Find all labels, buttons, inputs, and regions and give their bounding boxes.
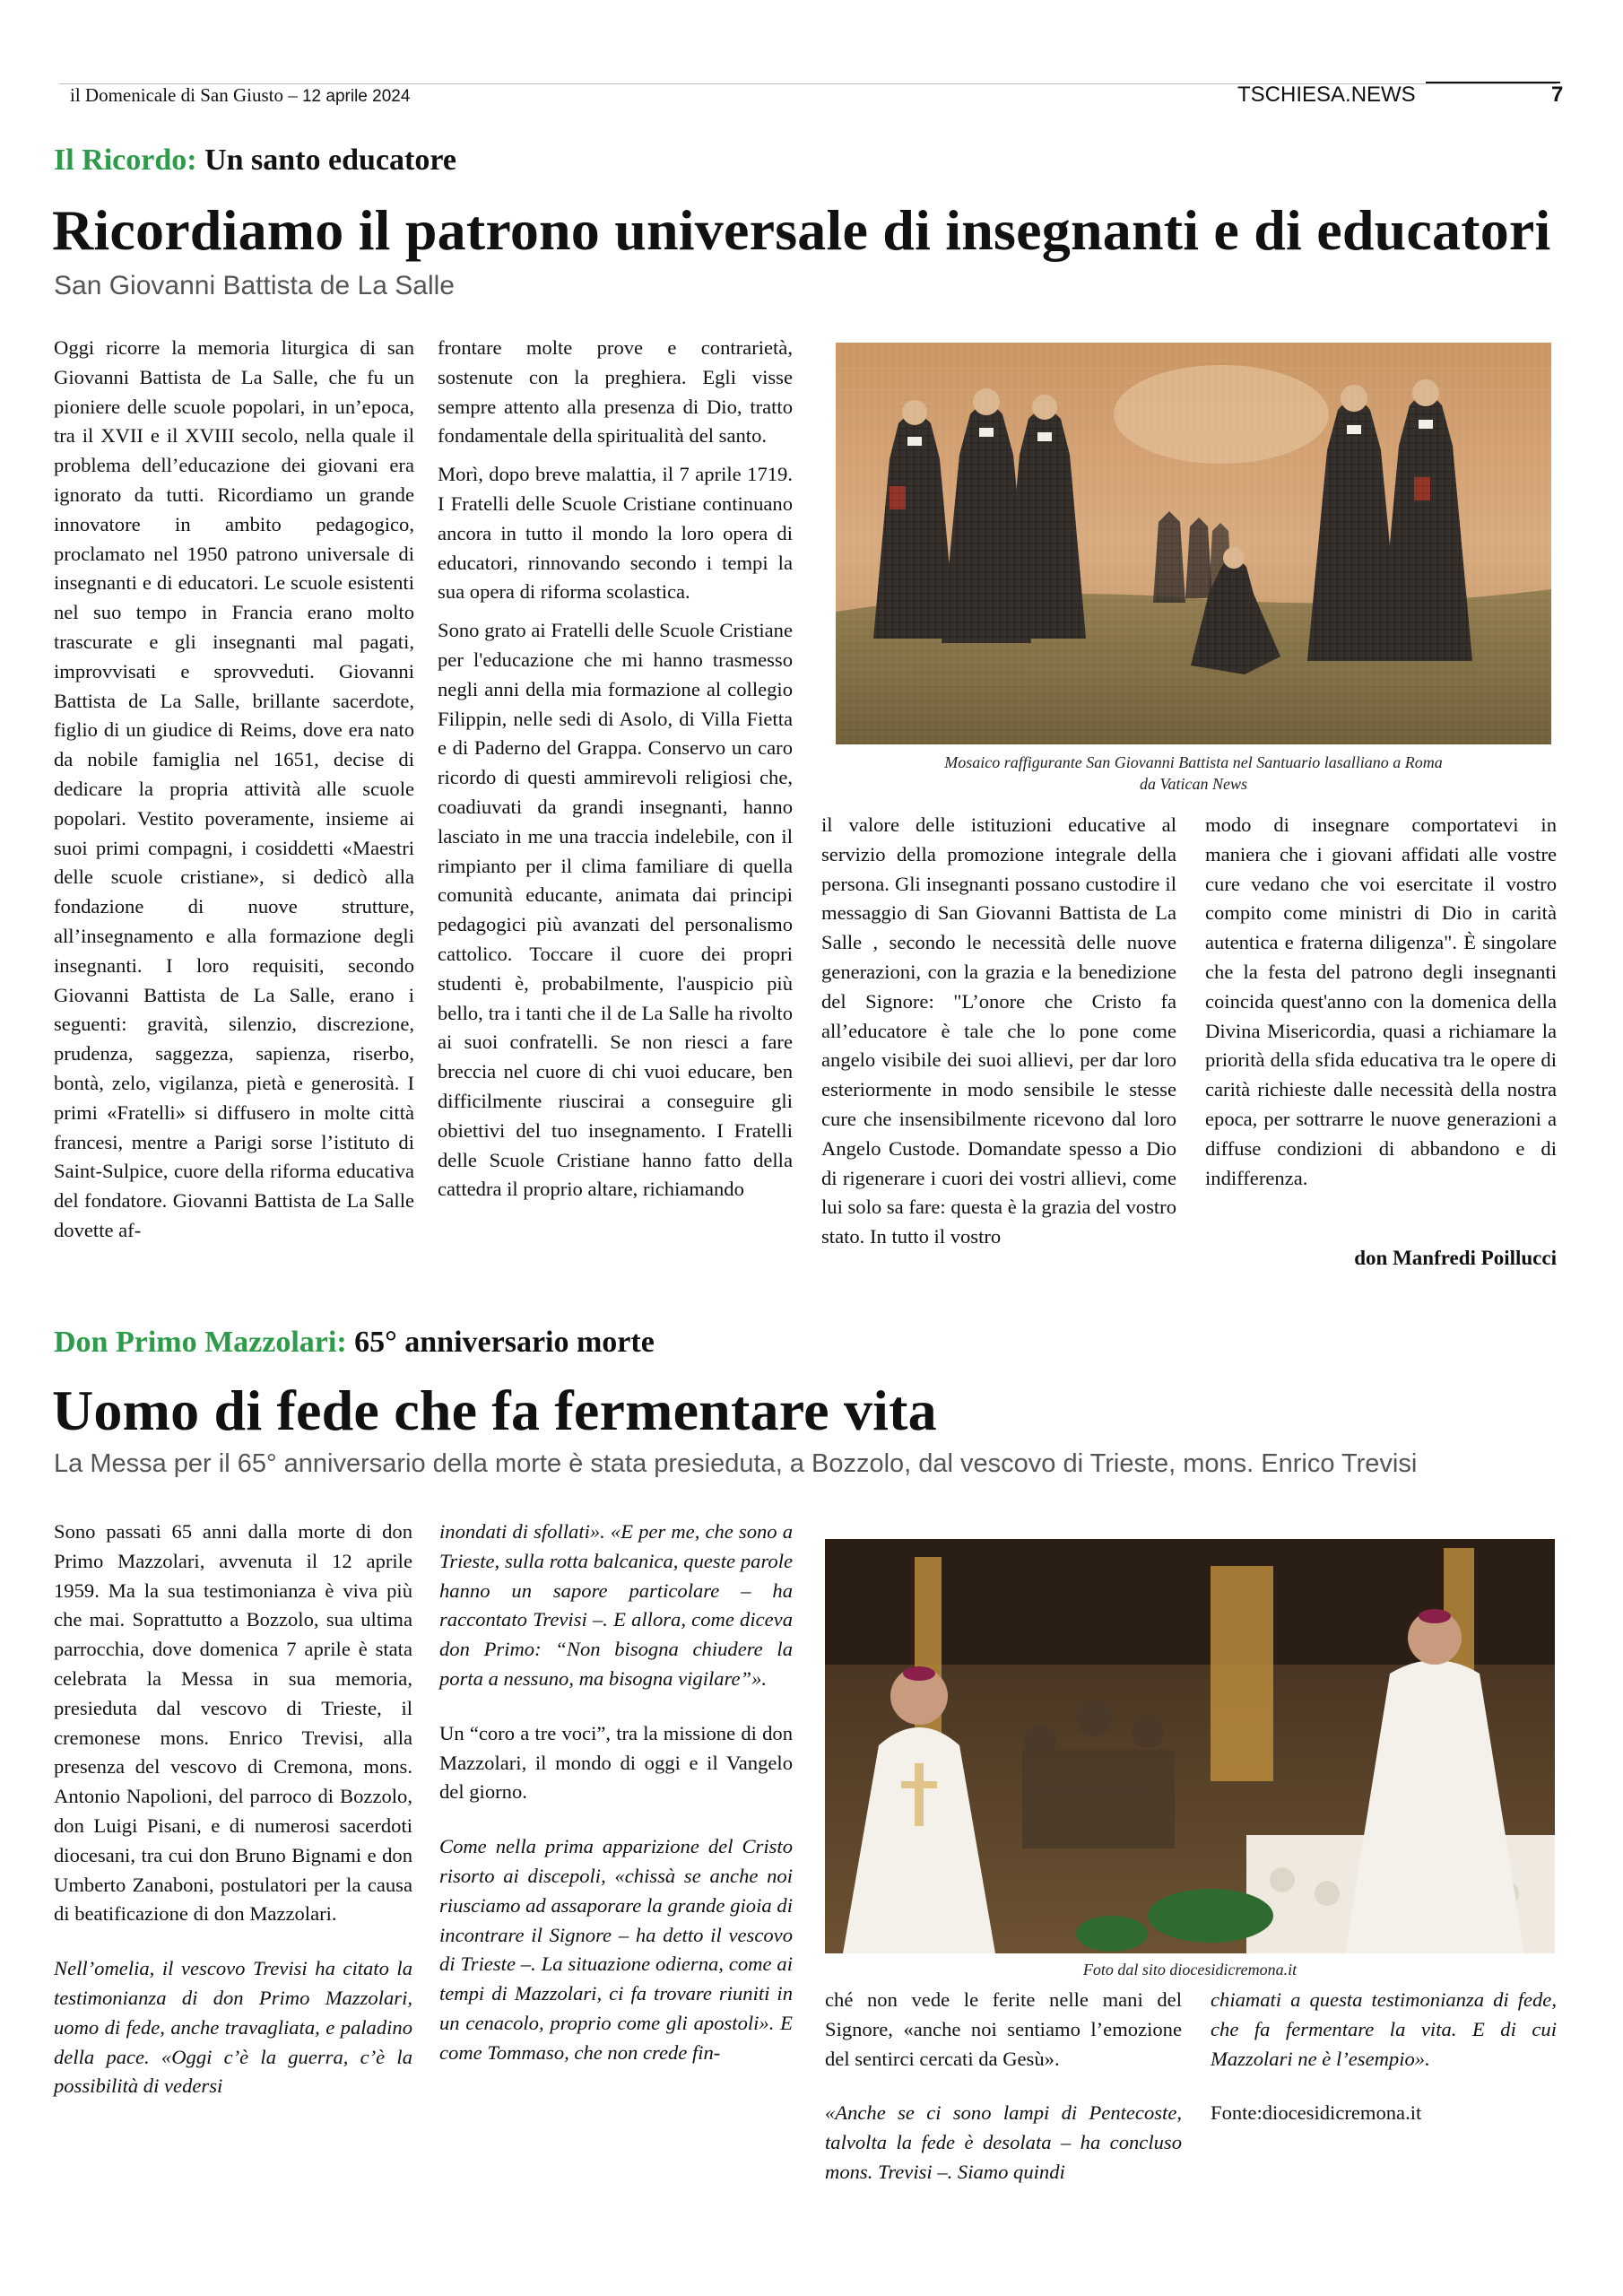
article2-kicker <box>54 1326 655 1360</box>
paragraph: frontare molte prove e contrarietà, sostenute con la preghiera. Egli visse sempre attento alla presenza di Dio, tratto fondamentale della spiritualità del santo. <box>438 336 793 448</box>
article2-column-2 <box>439 1518 793 2068</box>
article1-kicker <box>54 144 456 178</box>
paragraph: Morì, dopo breve malattia, il 7 aprile 1719. I Fratelli delle Scuole Cristiane continuano ancora in tutto il mondo la loro opera di educatori, rinnovando secondo i tempi la sua opera di riforma scolastica. <box>438 463 793 604</box>
article1-column-3 <box>821 811 1176 1252</box>
article1-column-2 <box>438 334 793 1205</box>
article2-column-3 <box>825 1986 1182 2187</box>
header-rule-accent <box>1426 82 1560 83</box>
article2-column-4 <box>1211 1986 1557 2128</box>
photo-caption: Foto dal sito diocesidicremona.it <box>1082 1961 1298 1979</box>
paragraph: «Anche se ci sono lampi di Pentecoste, talvolta la fede è desolata – ha concluso mons. Trevisi –. Siamo quindi <box>825 2101 1182 2183</box>
article1-column-4 <box>1205 811 1557 1193</box>
mosaic-caption-line-2: da Vatican News <box>1140 775 1247 793</box>
paragraph: ché non vede le ferite nelle mani del Signore, «anche noi sentiamo l’emozione del sentirci cercati da Gesù». <box>825 1988 1182 2070</box>
publication-line: il Domenicale di San Giusto – 12 aprile 2024 <box>70 84 411 106</box>
article1-title: Ricordiamo il patrono universale di insegnanti e di educatori <box>52 198 1551 262</box>
mosaic-illustration <box>836 343 1551 744</box>
article2-column-1 <box>54 1518 412 2101</box>
paragraph: Come nella prima apparizione del Cristo risorto ai discepoli, «chissà se anche noi riusciamo ad assaporare la grande gioia di incontrare il Signore – ha detto il vescovo di Trieste –. La situazione odierna, come ai tempi di Mazzolari, ci fa trovare riuniti in un cenacolo, proprio come gli apostoli». E come Tommaso, che non crede fin- <box>439 1835 793 2064</box>
paragraph: modo di insegnare comportatevi in maniera che i giovani affidati alle vostre cure vedano che voi esercitate il vostro compito come ministri di Dio in carità autentica e fraterna diligenza". È singolare che la festa del patrono degli insegnanti coincida quest'anno con la domenica della Divina Misericordia, quasi a richiamare la priorità della sfida educativa tra le opere di carità richieste dalle necessità della nostra epoca, per sottrarre le nuove generazioni a diffuse condizioni di abbandono e di indifferenza. <box>1205 813 1557 1189</box>
mosaic-image <box>836 343 1551 744</box>
source-credit: Fonte:diocesidicremona.it <box>1211 2101 1422 2125</box>
mass-photo-illustration <box>825 1539 1555 1953</box>
mosaic-caption-line-1: Mosaico raffigurante San Giovanni Battista nel Santuario lasalliano a Roma <box>944 753 1443 771</box>
article1-kicker-label: Il Ricordo: <box>54 144 197 177</box>
paragraph: inondati di sfollati». «E per me, che sono a Trieste, sulla rotta balcanica, queste parole hanno un sapore particolare – ha raccontato Trevisi –. E allora, come diceva don Primo: “Non bisogna chiudere la porta a nessuno, ma bisogna vigilare”». <box>439 1520 793 1690</box>
paragraph: chiamati a questa testimonianza di fede, che fa fermentare la vita. E di cui Mazzolari ne è l’esempio». <box>1211 1988 1557 2070</box>
paragraph: Nell’omelia, il vescovo Trevisi ha citato la testimonianza di don Primo Mazzolari, uomo di fede, anche travagliata, e paladino della pace. «Oggi c’è la guerra, c’è la possibilità di vedersi <box>54 1957 412 2098</box>
article1-kicker-text: Un santo educatore <box>204 144 456 177</box>
article2-title: Uomo di fede che fa fermentare vita <box>52 1378 937 1442</box>
page-number: 7 <box>1551 83 1564 107</box>
mosaic-caption <box>836 752 1551 795</box>
paragraph: Un “coro a tre voci”, tra la missione di don Mazzolari, il mondo di oggi e il Vangelo del giorno. <box>439 1721 793 1804</box>
article1-column-1 <box>54 334 414 1246</box>
paragraph: Sono passati 65 anni dalla morte di don Primo Mazzolari, avvenuta il 12 aprile 1959. Ma la sua testimonianza è viva più che mai. Soprattutto a Bozzolo, sua ultima parrocchia, dove domenica 7 aprile è stata celebrata la Messa in sua memoria, presieduta dal vescovo di Trieste, il cremonese mons. Enrico Trevisi, alla presenza del vescovo di Cremona, mons. Antonio Napolioni, del parroco di Bozzolo, don Luigi Pisani, e di numerosi sacerdoti diocesani, tra cui don Bruno Bignami e don Umberto Zanaboni, postulatori per la causa di beatificazione di don Mazzolari. <box>54 1520 412 1926</box>
publication-date: 12 aprile 2024 <box>301 87 411 106</box>
article1-signature: don Manfredi Poillucci <box>1354 1247 1557 1269</box>
paragraph: Sono grato ai Fratelli delle Scuole Cristiane per l'educazione che mi hanno trasmesso negli anni della mia formazione al collegio Filippin, nelle sedi di Asolo, di Villa Fietta e di Paderno del Grappa. Conservo un caro ricordo di questi ammirevoli religiosi che, coadiuvati da grandi insegnanti, hanno lasciato in me una traccia indelebile, con il rimpianto per il clima familiare di quella comunità educante, animata dai principi pedagogici più avanzati del personalismo cattolico. Toccare il cuore dei propri studenti è, probabilmente, l'auspicio più bello, tra i tanti che il de La Salle ha rivolto ai suoi confratelli. Se non riesci a fare breccia nel cuore di chi vuoi educare, ben difficilmente riuscirai a conseguire gli obiettivi del tuo insegnamento. I Fratelli delle Scuole Cristiane hanno fatto della cattedra il proprio altare, richiamando <box>438 619 793 1201</box>
article2-subtitle: La Messa per il 65° anniversario della morte è stata presieduta, a Bozzolo, dal vescovo di Trieste, mons. Enrico Trevisi <box>54 1449 1418 1478</box>
paragraph: Oggi ricorre la memoria liturgica di san Giovanni Battista de La Salle, che fu un pioniere delle scuole popolari, in un’epoca, tra il XVII e il XVIII secolo, nella quale il problema dell’educazione dei giovani era ignorato da tutti. Ricordiamo un grande innovatore in ambito pedagogico, proclamato nel 1950 patrono universale di insegnanti e di educatori. Le scuole esistenti nel suo tempo in Francia erano molto trascurate e gli insegnanti mal pagati, improvvisati e sprovveduti. Giovanni Battista de La Salle, brillante sacerdote, figlio di un giudice di Reims, dove era nato da nobile famiglia nel 1651, decise di dedicare la propria attività alle scuole popolari. Vestito poveramente, insieme ai suoi primi compagni, i cosiddetti «Maestri delle scuole cristiane», si dedicò alla fondazione di nuove strutture, all’insegnamento e alla formazione degli insegnanti. I loro requisiti, secondo Giovanni Battista de La Salle, erano i seguenti: gravità, silenzio, discrezione, prudenza, saggezza, sapienza, riserbo, bontà, zelo, vigilanza, pietà e generosità. I primi «Fratelli» si diffusero in molte città francesi, mentre a Parigi sorse l’istituto di Saint-Sulpice, cuore della riforma educativa del fondatore. Giovanni Battista de La Salle dovette af- <box>54 336 414 1241</box>
article2-kicker-label: Don Primo Mazzolari: <box>54 1326 347 1359</box>
article2-kicker-text: 65° anniversario morte <box>354 1326 655 1359</box>
publication-name: il Domenicale di San Giusto <box>70 84 283 106</box>
site-name[interactable]: TSCHIESA.NEWS <box>1237 83 1416 107</box>
paragraph: il valore delle istituzioni educative al servizio della promozione integrale della persona. Gli insegnanti possano custodire il messaggio di San Giovanni Battista de La Salle , secondo le necessità delle nuove generazioni, con la grazia e la benedizione del Signore: "L’onore che Cristo fa all’educatore è tale che lo pone come angelo visibile dei suoi allievi, per dar loro esteriormente in modo sensibile le stesse cure che insensibilmente ricevono dal loro Angelo Custode. Domandate spesso a Dio di rigenerare i cuori dei vostri allievi, come lui solo sa fare: questa è la grazia del vostro stato. In tutto il vostro <box>821 813 1176 1248</box>
article1-subtitle: San Giovanni Battista de La Salle <box>54 271 455 300</box>
mass-photo <box>825 1539 1555 1953</box>
